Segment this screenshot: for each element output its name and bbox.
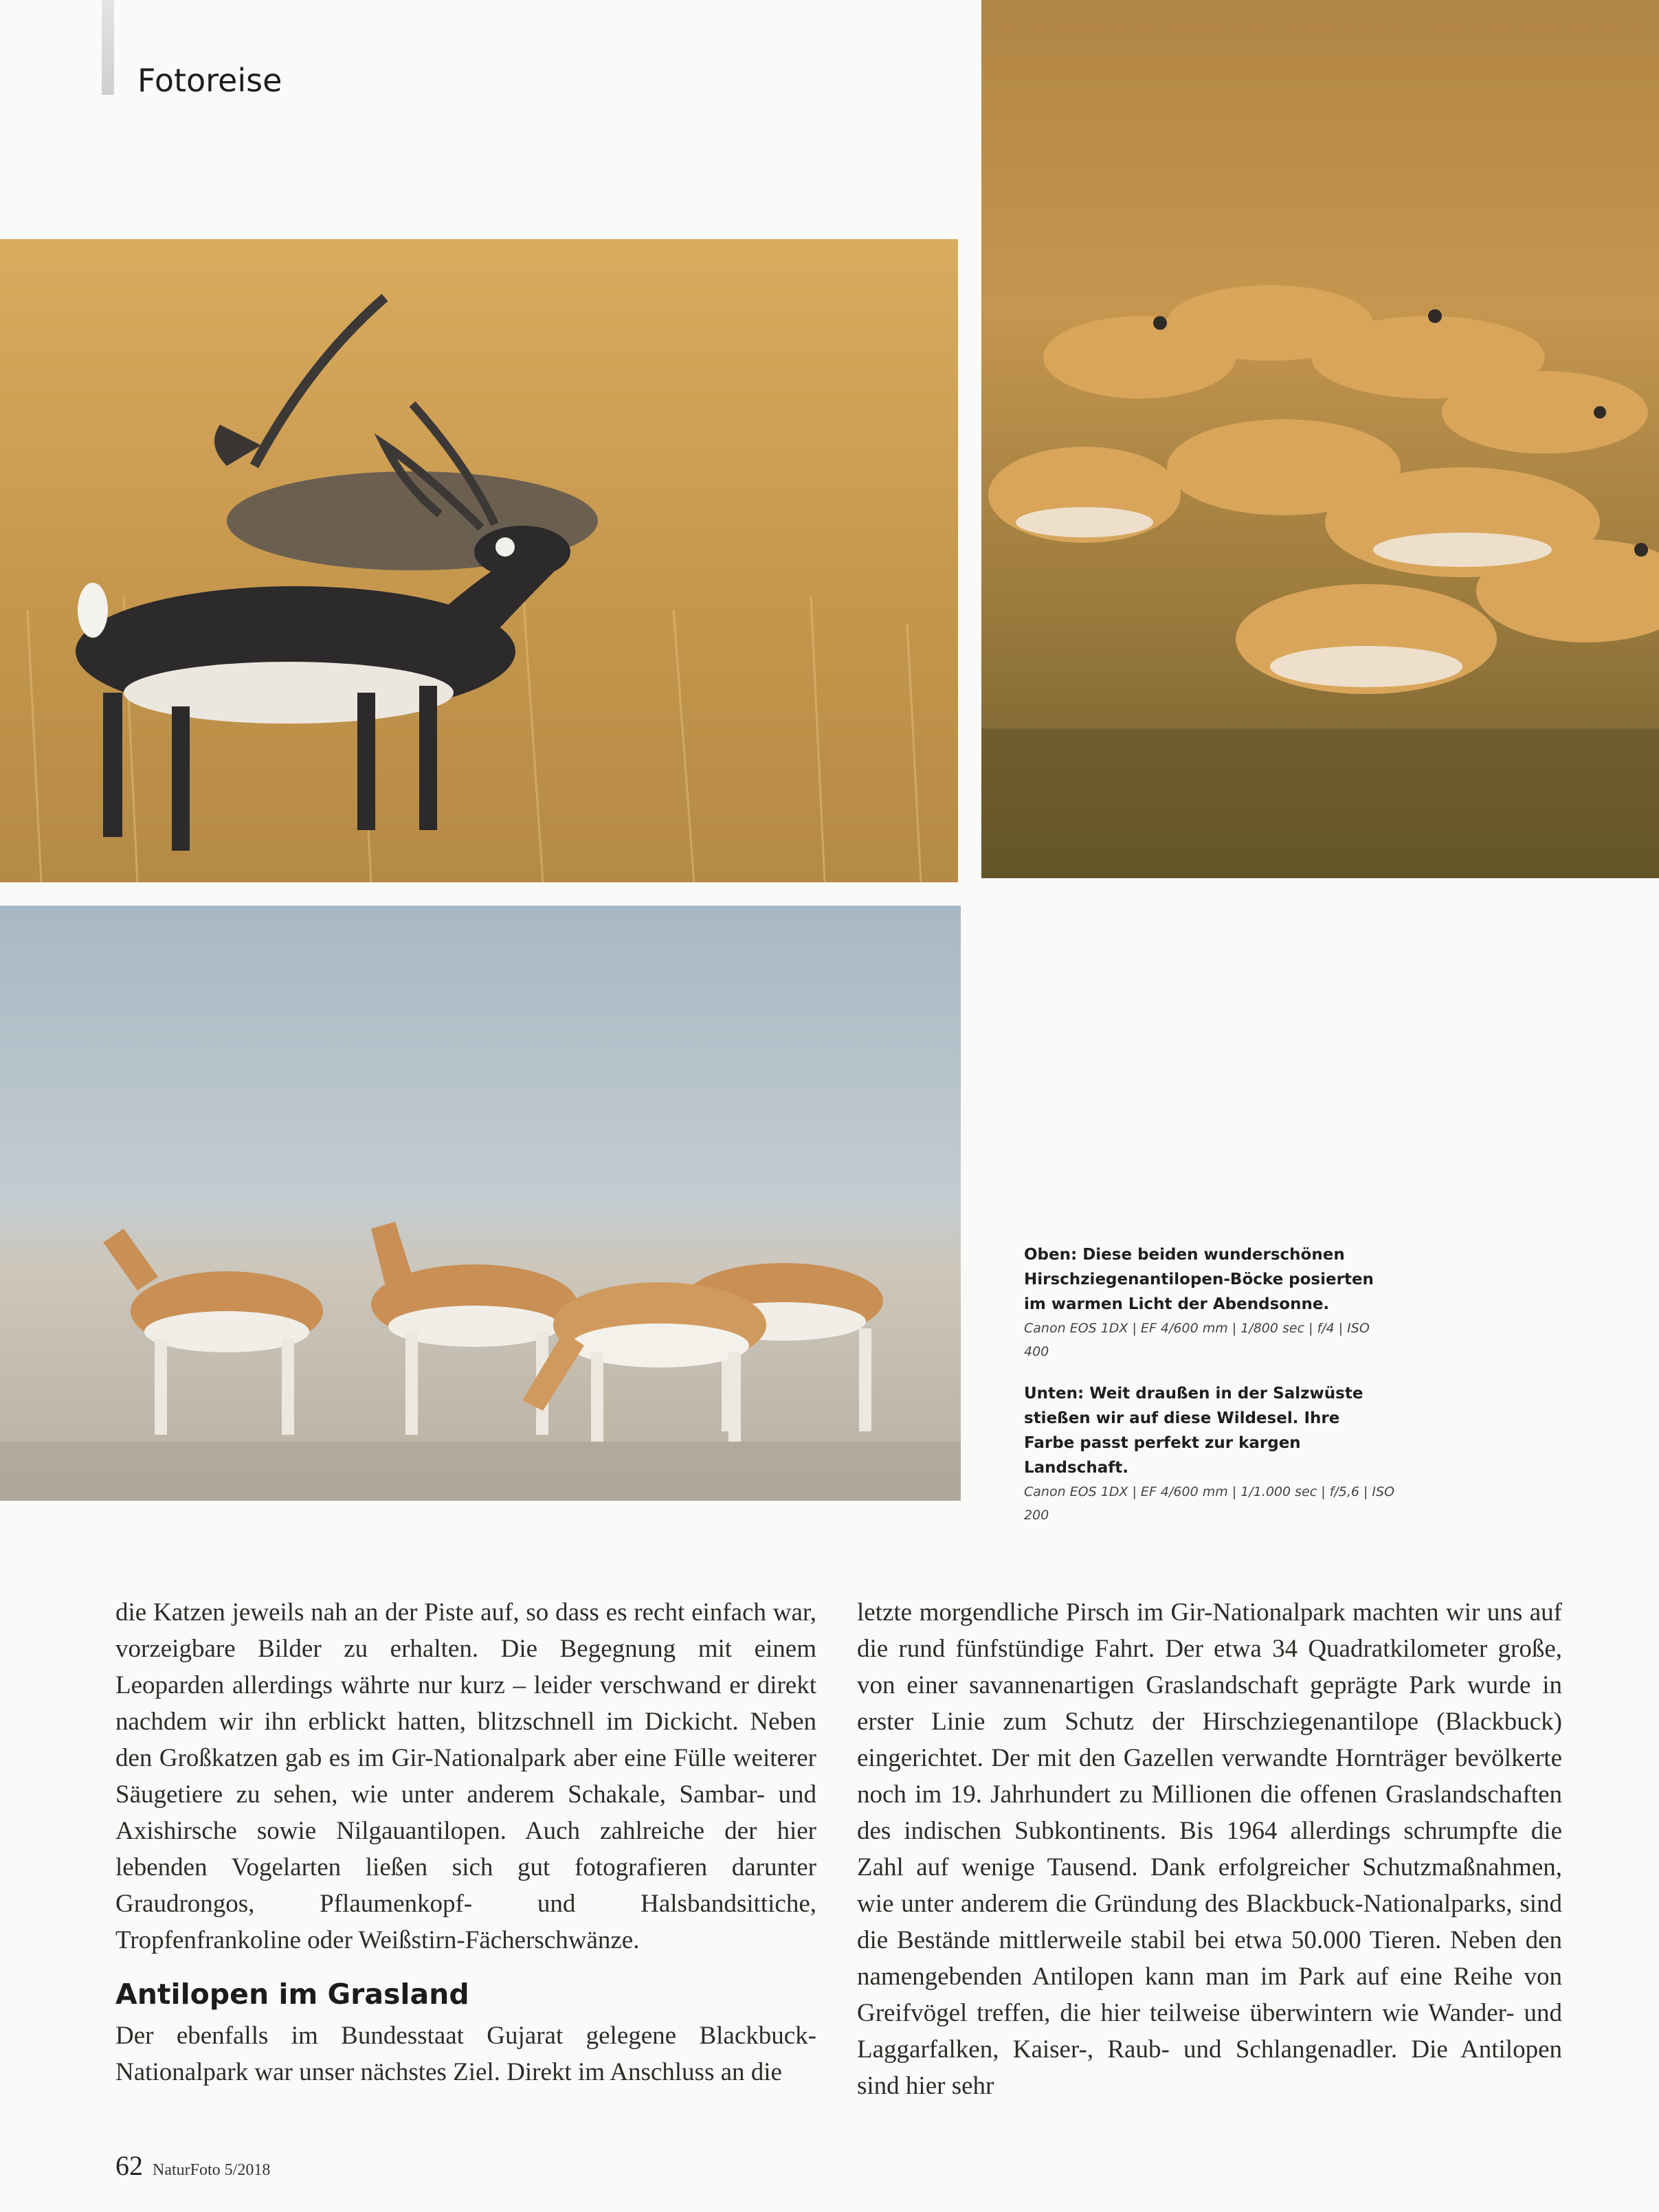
article-paragraph: die Katzen jeweils nah an der Piste auf, so dass es recht einfach war, vorzeigbare Bilder zu erhalten. Die Begegnung mit einem Leoparden allerdings währte nur kurz – leider verschwand er direkt nachdem wir ihn erblickt hatten, blitzschnell im Dickicht. Neben den Großkatzen gab es im Gir-Nationalpark aber eine Fülle weiterer Säugetiere zu sehen, wie unter anderem Schakale, Sambar- und Axishirsche sowie Nilgauantilopen. Auch zahlreiche der hier lebenden Vogelarten ließen sich gut fotografieren darunter Graudrongos, Pflaumenkopf- und Halsbandsittiche, Tropfenfrankoline oder Weißstirn-Fächerschwänze.	[115, 1598, 816, 1954]
article-column-right	[857, 1594, 1562, 2104]
caption-text: Unten: Weit draußen in der Salzwüste stießen wir auf diese Wildesel. Ihre Farbe passt perfekt zur kargen Landschaft.	[1024, 1385, 1363, 1477]
article-paragraph: Der ebenfalls im Bundesstaat Gujarat gelegene Blackbuck-Nationalpark war unser nächstes Ziel. Direkt im Anschluss an die	[115, 2022, 816, 2086]
article-paragraph: letzte morgendliche Pirsch im Gir-Nationalpark machten wir uns auf die rund fünfstündige Fahrt. Der etwa 34 Quadratkilometer große, von einer savannenartigen Graslandschaft geprägte Park wurde in erster Linie zum Schutz der Hirschziegenantilope (Blackbuck) eingerichtet. Der mit den Gazellen verwandte Hornträger bevölkerte noch im 19. Jahrhundert zu Millionen die offenen Graslandschaften des indischen Subkontinents. Bis 1964 allerdings schrumpfte die Zahl auf wenige Tausend. Dank erfolgreicher Schutzmaßnahmen, wie unter anderem die Gründung des Blackbuck-Nationalparks, sind die Bestände mittlerweile stabil bei etwa 50.000 Tieren. Neben den namengebenden Antilopen kann man im Park auf eine Reihe von Greifvögel treffen, die hier teilweise überwintern wie Wander- und Laggarfalken, Kaiser-, Raub- und Schlangenadler. Die Antilopen sind hier sehr	[857, 1598, 1562, 2100]
photo-caption-top	[1024, 1242, 1395, 1363]
photo-blackbuck-pair	[0, 239, 958, 882]
photo-caption-bottom	[1024, 1381, 1395, 1527]
caption-camera-info: Canon EOS 1DX | EF 4/600 mm | 1/1.000 sec | f/5,6 | ISO 200	[1024, 1484, 1395, 1523]
section-title: Fotoreise	[137, 62, 282, 99]
section-marker-bar	[102, 0, 114, 95]
article-subheading: Antilopen im Grasland	[115, 1978, 469, 2011]
page-footer	[115, 2149, 270, 2182]
photo-blackbuck-herd	[981, 0, 1659, 878]
page-number: 62	[115, 2150, 143, 2181]
photo-wild-asses	[0, 906, 961, 1501]
magazine-issue: NaturFoto 5/2018	[153, 2161, 271, 2179]
article-column-left	[115, 1594, 816, 2090]
caption-text: Oben: Diese beiden wunderschönen Hirschziegenantilopen-Böcke posierten im warmen Licht der Abendsonne.	[1024, 1246, 1374, 1313]
caption-camera-info: Canon EOS 1DX | EF 4/600 mm | 1/800 sec | f/4 | ISO 400	[1024, 1321, 1370, 1359]
